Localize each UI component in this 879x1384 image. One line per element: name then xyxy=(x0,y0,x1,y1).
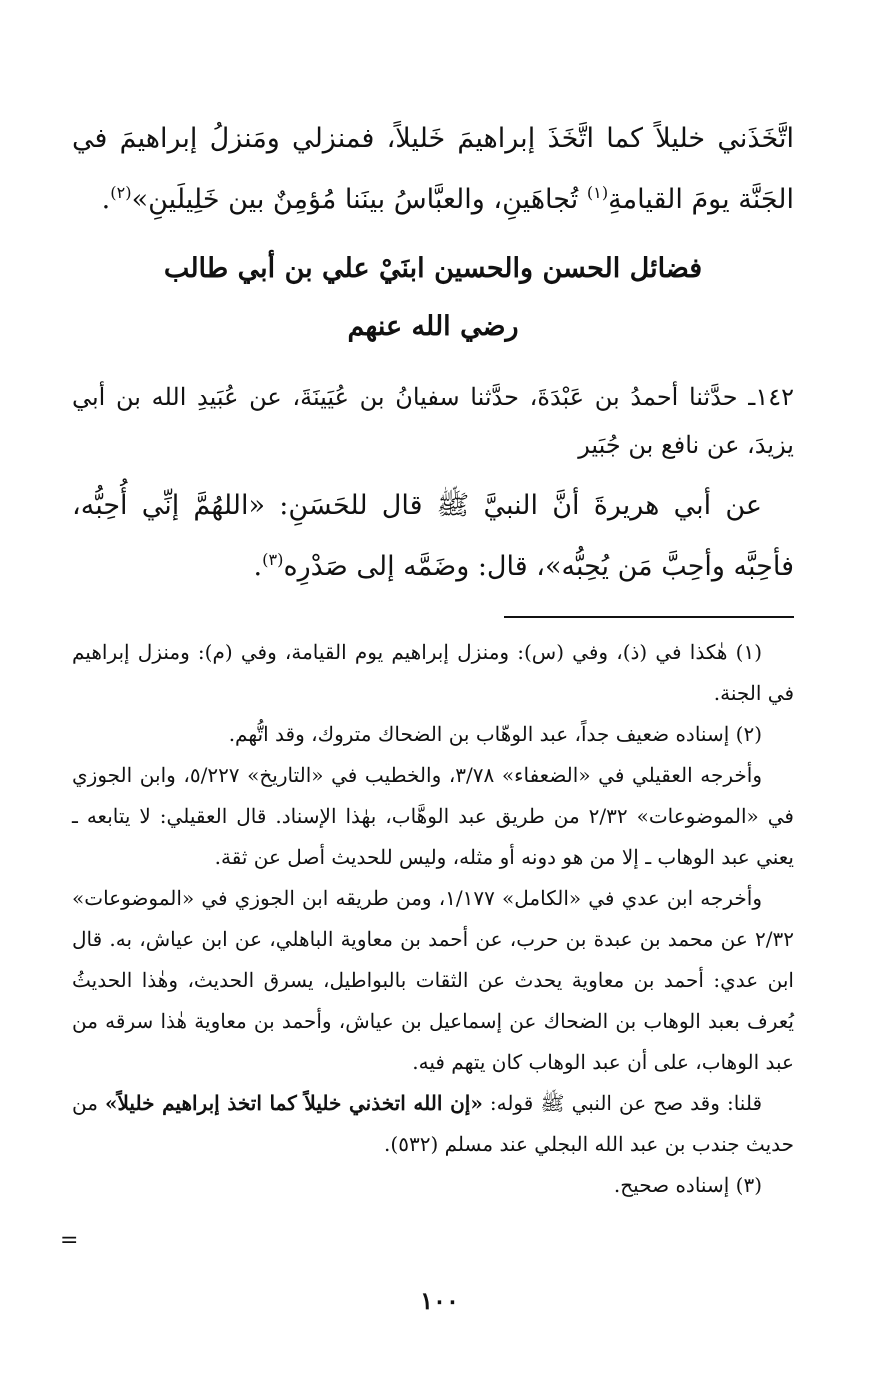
page-body xyxy=(72,112,794,1206)
main-line2-end: . xyxy=(101,184,111,215)
footnote-2d-quote: «إن الله اتخذني خليلاً كما اتخذ إبراهيم خليلاً» xyxy=(105,1091,483,1115)
footnote-2d-source: من حديث جندب بن عبد الله البجلي عند مسلم (٥٣٢). xyxy=(72,1091,794,1156)
main-line2b: تُجاهَينِ، والعبَّاسُ بينَنا مُؤمِنٌ بين خَلِيلَينِ» xyxy=(131,184,587,215)
footnote-ref-2[interactable]: (٢) xyxy=(110,183,132,202)
footnote-2b: وأخرجه العقيلي في «الضعفاء» ٣/٧٨، والخطيب في «التاريخ» ٥/٢٢٧، وابن الجوزي في «الموضوعات» ٢/٣٢ من طريق عبد الوهَّاب، بهٰذا الإسناد. قال العقيلي: لا يتابعه ـ يعني عبد الوهاب ـ إلا من هو دونه أو مثله، وليس للحديث أصل عن ثقة. xyxy=(72,763,794,869)
footnote-3: (٣) إسناده صحيح. xyxy=(613,1173,762,1197)
hadith-isnad: ١٤٢ـ حدَّثنا أحمدُ بن عَبْدَةَ، حدَّثنا سفيانُ بن عُيَينَةَ، عن عُبَيدِ الله بن أبي يزيدَ، عن نافع بن جُبَير xyxy=(72,383,794,459)
continuation-mark: = xyxy=(60,1228,79,1253)
main-line2a: الجَنَّة يومَ القيامةِ xyxy=(608,184,794,215)
main-line1: اتَّخَذَني خليلاً كما اتَّخَذَ إبراهيمَ خَليلاً، فمنزلي ومَنزلُ إبراهيمَ في xyxy=(72,123,794,154)
hadith-matn xyxy=(72,479,794,594)
main-text xyxy=(72,112,794,227)
footnote-2a: (٢) إسناده ضعيف جداً، عبد الوهّاب بن الضحاك متروك، وقد اتُّهم. xyxy=(228,722,762,746)
section-subheading: رضي الله عنهم xyxy=(347,311,519,342)
footnote-2c: وأخرجه ابن عدي في «الكامل» ١/١٧٧، ومن طريقه ابن الجوزي في «الموضوعات» ٢/٣٢ عن محمد بن عبدة بن حرب، عن أحمد بن معاوية الباهلي، عن ابن عياش، به. قال ابن عدي: أحمد بن معاوية يحدث عن الثقات بالبواطيل، يسرق الحديث، وهٰذا الحديثُ يُعرف بعبد الوهاب بن الضحاك عن إسماعيل بن عياش، وأحمد بن معاوية هٰذا سرقه من عبد الوهاب، على أن عبد الوهاب كان يتهم فيه. xyxy=(72,886,794,1074)
footnote-1: (١) هٰكذا في (ذ)، وفي (س): ومنزل إبراهيم يوم القيامة، وفي (م): ومنزل إبراهيم في الجنة. xyxy=(72,640,794,705)
footnote-2d-intro: قلنا: وقد صح عن النبي ﷺ قوله: xyxy=(482,1091,763,1115)
footnote-ref-3[interactable]: (٣) xyxy=(262,550,284,569)
matn-end: . xyxy=(253,551,263,582)
footnote-divider xyxy=(504,616,794,618)
matn-text: عن أبي هريرةَ أنَّ النبيَّ ﷺ قال للحَسَنِ: «اللهُمَّ إنِّي أُحِبُّه، فأحِبَّه وأحِبَّ مَن يُحِبُّه»، قال: وضَمَّه إلى صَدْرِه xyxy=(72,490,794,582)
footnote-2d xyxy=(72,1083,794,1165)
footnote-ref-1[interactable]: (١) xyxy=(586,183,609,202)
section-heading: فضائل الحسن والحسين ابنَيْ علي بن أبي طالب xyxy=(163,253,703,284)
page-number: ١٠٠ xyxy=(420,1286,459,1315)
